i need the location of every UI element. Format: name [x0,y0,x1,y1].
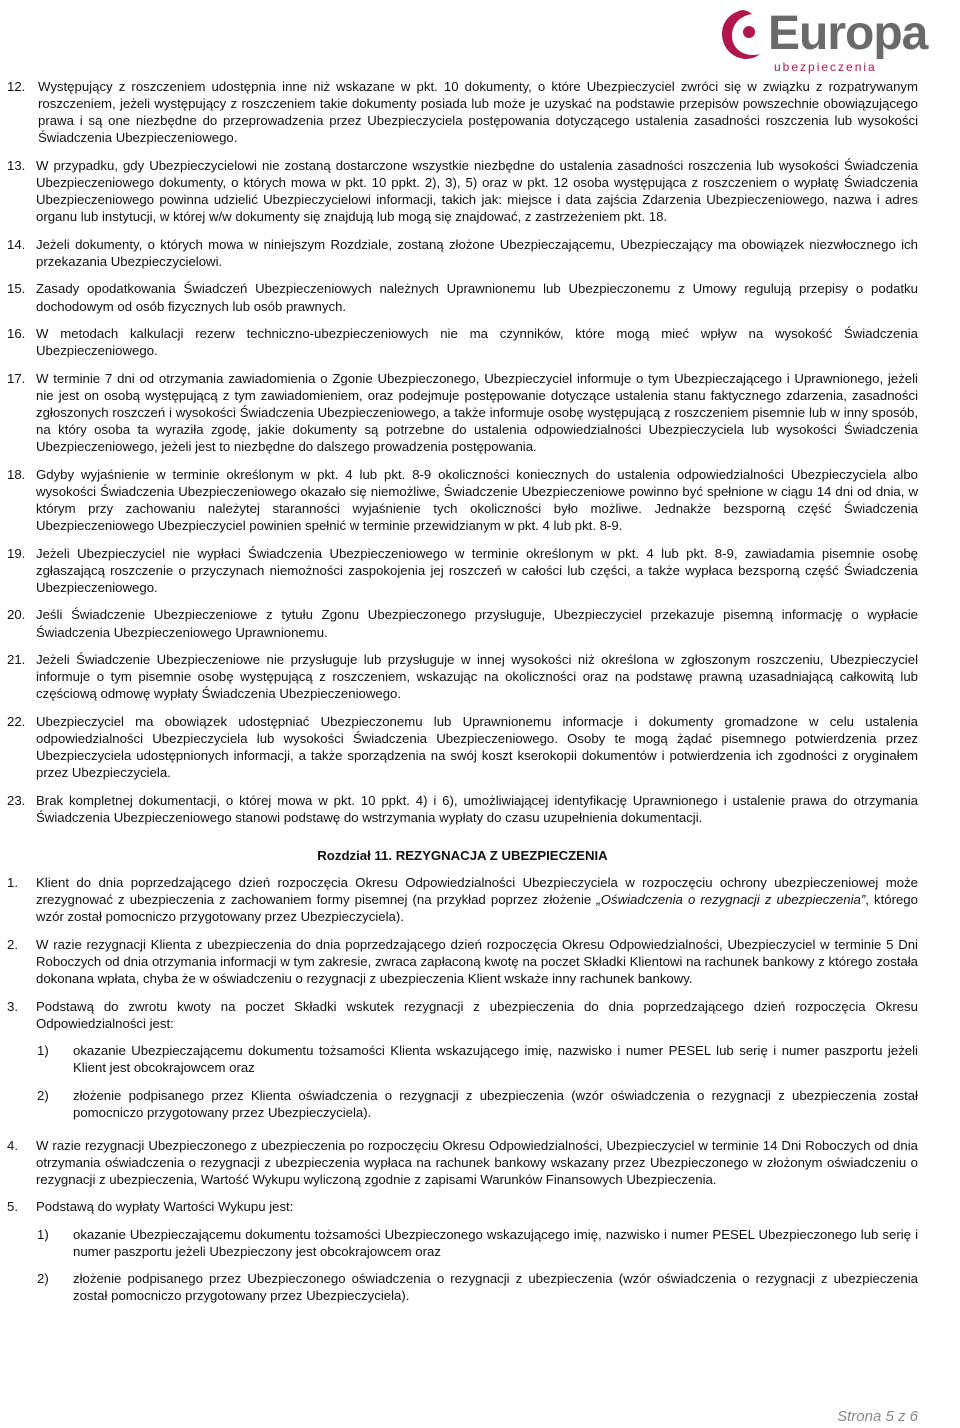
company-logo [716,4,948,76]
subpoint-number: 1) [37,1227,49,1243]
paragraph-19 [7,545,918,596]
subpoint-text: okazanie Ubezpieczającemu dokumentu tożsamości Klienta wskazującego imię, nazwisko i numer PESEL lub serię i numer paszportu jeżeli Klient jest obcokrajowcem oraz [73,1043,918,1076]
paragraph-text: Podstawą do wypłaty Wartości Wykupu jest: [36,1199,294,1215]
subpoint-number: 2) [37,1087,49,1103]
paragraph-number: 12. [7,79,26,94]
paragraph-number: 4. [7,1137,18,1153]
paragraph-17 [7,370,918,455]
document-body [7,78,918,1314]
paragraph-18 [7,466,918,534]
paragraph-text-continued: , którego wzór został pomocniczo przygotowany przez Ubezpieczyciela). [36,892,918,925]
subpoint-3-2 [7,1087,918,1121]
paragraph-text: Brak kompletnej dokumentacji, o której mowa w pkt. 10 ppkt. 4) i 6), umożliwiającej identyfikację Uprawnionego i ustalenie prawa do otrzymania Świadczenia Ubezpieczeniowego stanowi podstawę do wstrzymania wypłaty do czasu uzupełnienia dokumentacji. [36,792,918,825]
paragraph-number: 5. [7,1199,18,1215]
paragraph-text: W przypadku, gdy Ubezpieczycielowi nie zostaną dostarczone wszystkie niezbędne do ustalenia zasadności roszczenia lub wysokości Świadczenia Ubezpieczeniowego dokumenty, o których mowa w pkt. 10 ppkt. 2), 3), 5) oraz w pkt. 12 osoba występująca z roszczeniem o wypłatę Świadczenia Ubezpieczeniowego powinna udzielić Ubezpieczycielowi informacji, takich jak: miejsce i data zajścia Zdarzenia Ubezpieczeniowego, nazwa i adres organu lub instytucji, w której w/w dokumenty się znajdują lub mogą się znajdować, z zastrzeżeniem pkt. 18. [36,157,918,225]
paragraph-text: Podstawą do zwrotu kwoty na poczet Składki wskutek rezygnacji z ubezpieczenia do dnia poprzedzającego dzień rozpoczęcia Okresu Odpowiedzialności jest: [36,998,918,1031]
paragraph-14 [7,236,918,270]
subpoint-text: złożenie podpisanego przez Klienta oświadczenia o rezygnacji z ubezpieczenia (wzór oświadczenia o rezygnacji z ubezpieczenia został pomocniczo przygotowany przez Ubezpieczyciela). [73,1087,918,1120]
paragraph-20 [7,606,918,640]
rezygnacja-paragraph-2 [7,936,918,987]
subpoint-5-1 [7,1226,918,1260]
paragraph-number: 19. [7,545,26,561]
paragraph-text: W terminie 7 dni od otrzymania zawiadomienia o Zgonie Ubezpieczonego, Ubezpieczyciel informuje o tym Ubezpieczającego i Uprawnionego, jeżeli nie jest on osobą występującą z tym zawiadomieniem, oraz podejmuje postępowanie dotyczące ustalenia stanu faktycznego zdarzenia, zasadności zgłoszonych roszczeń i wysokości Świadczenia Ubezpieczeniowego, a także informuje osobę występującą z roszczeniem pisemnie lub w inny sposób, na który osoba ta wyraziła zgodę, jakie dokumenty są potrzebne do ustalenia odpowiedzialności Ubezpieczyciela lub wysokości Świadczenia Ubezpieczeniowego, jeżeli jest to niezbędne do dalszego prowadzenia postępowania. [36,370,918,455]
paragraph-text: W razie rezygnacji Ubezpieczonego z ubezpieczenia po rozpoczęciu Okresu Odpowiedzialności, Ubezpieczyciel w terminie 14 Dni Roboczych od dnia otrzymania oświadczenia o rezygnacji z ubezpieczenia wypłaca na rachunek bankowy wskazany przez Ubezpieczonego w złożonym oświadczeniu o rezygnacji z ubezpieczenia, Wartość Wykupu wyliczoną zgodnie z zapisami Warunków Finansowych Ubezpieczenia. [36,1137,918,1187]
paragraph-number: 17. [7,370,26,386]
subpoint-5-2 [7,1270,918,1304]
paragraph-12 [7,78,918,146]
paragraph-number: 18. [7,466,26,482]
paragraph-text: Gdyby wyjaśnienie w terminie określonym w pkt. 4 lub pkt. 8-9 okoliczności koniecznych do ustalenia odpowiedzialności Ubezpieczyciela albo wysokości Świadczenia Ubezpieczeniowego okazało się niemożliwe, Świadczenie Ubezpieczeniowe powinno być spełnione w ciągu 14 dni od dnia, w którym przy zachowaniu należytej staranności wyjaśnienie tych okoliczności było możliwe. Jednakże bezsporną część Świadczenia Ubezpieczeniowego Ubezpieczyciel powinien spełnić w terminie przewidzianym w pkt. 4 lub pkt. 8-9. [36,466,918,534]
paragraph-text: Jeżeli Świadczenie Ubezpieczeniowe nie przysługuje lub przysługuje w innej wysokości niż określona w zgłoszonym roszczeniu, Ubezpieczyciel informuje o tym pisemnie osobę występującą z roszczeniem, wskazując na okoliczności oraz na podstawę prawną uzasadniającą całkowitą lub częściową odmowę wypłaty Świadczenia Ubezpieczeniowego. [36,652,918,702]
logo-mark-icon [716,6,768,66]
rezygnacja-paragraph-4 [7,1137,918,1188]
paragraph-number: 20. [7,607,26,623]
paragraph-text: W metodach kalkulacji rezerw techniczno-ubezpieczeniowych nie ma czynników, które mogą mieć wpływ na wysokość Świadczenia Ubezpieczeniowego. [36,326,918,359]
paragraph-15 [7,280,918,314]
page-number: Strona 5 z 6 [837,1408,918,1425]
paragraph-13 [7,157,918,225]
rezygnacja-paragraph-5 [7,1198,918,1215]
paragraph-text: Zasady opodatkowania Świadczeń Ubezpieczeniowych należnych Uprawnionemu lub Ubezpieczonemu z Umowy regulują przepisy o podatku dochodowym od osób fizycznych lub osób prawnych. [36,281,918,314]
logo-subtitle: ubezpieczenia [774,60,877,74]
paragraph-number: 14. [7,236,26,252]
subpoint-text: złożenie podpisanego przez Ubezpieczonego oświadczenia o rezygnacji z ubezpieczenia (wzór oświadczenia o rezygnacji z ubezpieczenia został pomocniczo przygotowany przez Ubezpieczyciela). [73,1271,918,1304]
paragraph-23 [7,792,918,826]
paragraph-number: 1. [7,875,18,891]
paragraph-text: Ubezpieczyciel ma obowiązek udostępniać Ubezpieczonemu lub Uprawnionemu informacje i dokumenty gromadzone w celu ustalenia odpowiedzialności Ubezpieczyciela lub wysokości Świadczenia Ubezpieczeniowego. Osoby te mogą żądać pisemnego potwierdzenia przez Ubezpieczyciela udostępnionych informacji, a także sporządzenia na swój koszt kserokopii dokumentów i potwierdzenia ich zgodności z oryginałem przez Ubezpieczyciela. [36,713,918,781]
paragraph-16 [7,325,918,359]
rezygnacja-paragraph-3 [7,998,918,1032]
paragraph-21 [7,651,918,702]
paragraph-number: 3. [7,998,18,1014]
chapter-heading: Rozdział 11. REZYGNACJA Z UBEZPIECZENIA [317,847,608,863]
paragraph-text: Jeżeli dokumenty, o których mowa w niniejszym Rozdziale, zostaną złożone Ubezpieczającemu, Ubezpieczający ma obowiązek niezwłocznego ich przekazania Ubezpieczycielowi. [36,236,918,269]
paragraph-text: Występujący z roszczeniem udostępnia inne niż wskazane w pkt. 10 dokumenty, o które Ubezpieczyciel zwróci się w związku z rozpatrywanym roszczeniem, jeżeli występujący z roszczeniem takie dokumenty posiada lub może je uzyskać na podstawie przepisów powszechnie obowiązującego prawa i są one niezbędne do przeprowadzenia przez Ubezpieczyciela postępowania dotyczącego ustalenia zasadności roszczenia lub wysokości Świadczenia Ubezpieczeniowego. [38,79,918,146]
subpoint-text: okazanie Ubezpieczającemu dokumentu tożsamości Ubezpieczonego wskazującego imię, nazwisko i numer PESEL Ubezpieczonego lub serię i numer paszportu jeżeli Ubezpieczony jest obcokrajowcem oraz [73,1227,918,1260]
rezygnacja-paragraph-1 [7,874,918,925]
subpoint-number: 2) [37,1271,49,1287]
paragraph-number: 16. [7,326,26,342]
paragraph-emphasis: „Oświadczenia o rezygnacji z ubezpieczenia” [596,892,866,908]
paragraph-text: Jeżeli Ubezpieczyciel nie wypłaci Świadczenia Ubezpieczeniowego w terminie określonym w pkt. 4 lub pkt. 8-9, zawiadamia pisemnie osobę zgłaszającą roszczenie o przyczynach niemożności zaspokojenia jej roszczeń w całości lub części, a także wypłaca bezsporną część Świadczenia Ubezpieczeniowego. [36,545,918,595]
paragraph-number: 21. [7,652,26,668]
paragraph-number: 13. [7,157,26,173]
paragraph-number: 23. [7,792,26,808]
paragraph-number: 22. [7,713,26,729]
paragraph-22 [7,713,918,781]
paragraph-text: W razie rezygnacji Klienta z ubezpieczenia do dnia poprzedzającego dzień rozpoczęcia Okresu Odpowiedzialności, Ubezpieczyciel w terminie 5 Dni Roboczych od dnia otrzymania informacji w tym zakresie, zwraca zapłaconą kwotę na poczet Składki Klientowi na rachunek bankowy z którego została dokonana wpłata, chyba że w oświadczeniu o rezygnacji z ubezpieczenia Klient wskaże inny rachunek bankowy. [36,936,918,987]
paragraph-text: Klient do dnia poprzedzającego dzień rozpoczęcia Okresu Odpowiedzialności Ubezpieczyciela w rozpoczęciu ochrony ubezpieczeniowej może zrezygnować z ubezpieczenia z zachowaniem formy pisemnej (na przykład poprzez złożenie [36,875,918,908]
paragraph-number: 15. [7,281,26,297]
subpoint-3-1 [7,1042,918,1076]
paragraph-number: 2. [7,936,18,952]
logo-wordmark: Europa [768,7,928,60]
paragraph-text: Jeśli Świadczenie Ubezpieczeniowe z tytułu Zgonu Ubezpieczonego przysługuje, Ubezpieczyciel przekazuje pisemną informację o wypłacie Świadczenia Ubezpieczeniowego Uprawnionemu. [36,607,918,640]
subpoint-number: 1) [37,1043,49,1059]
